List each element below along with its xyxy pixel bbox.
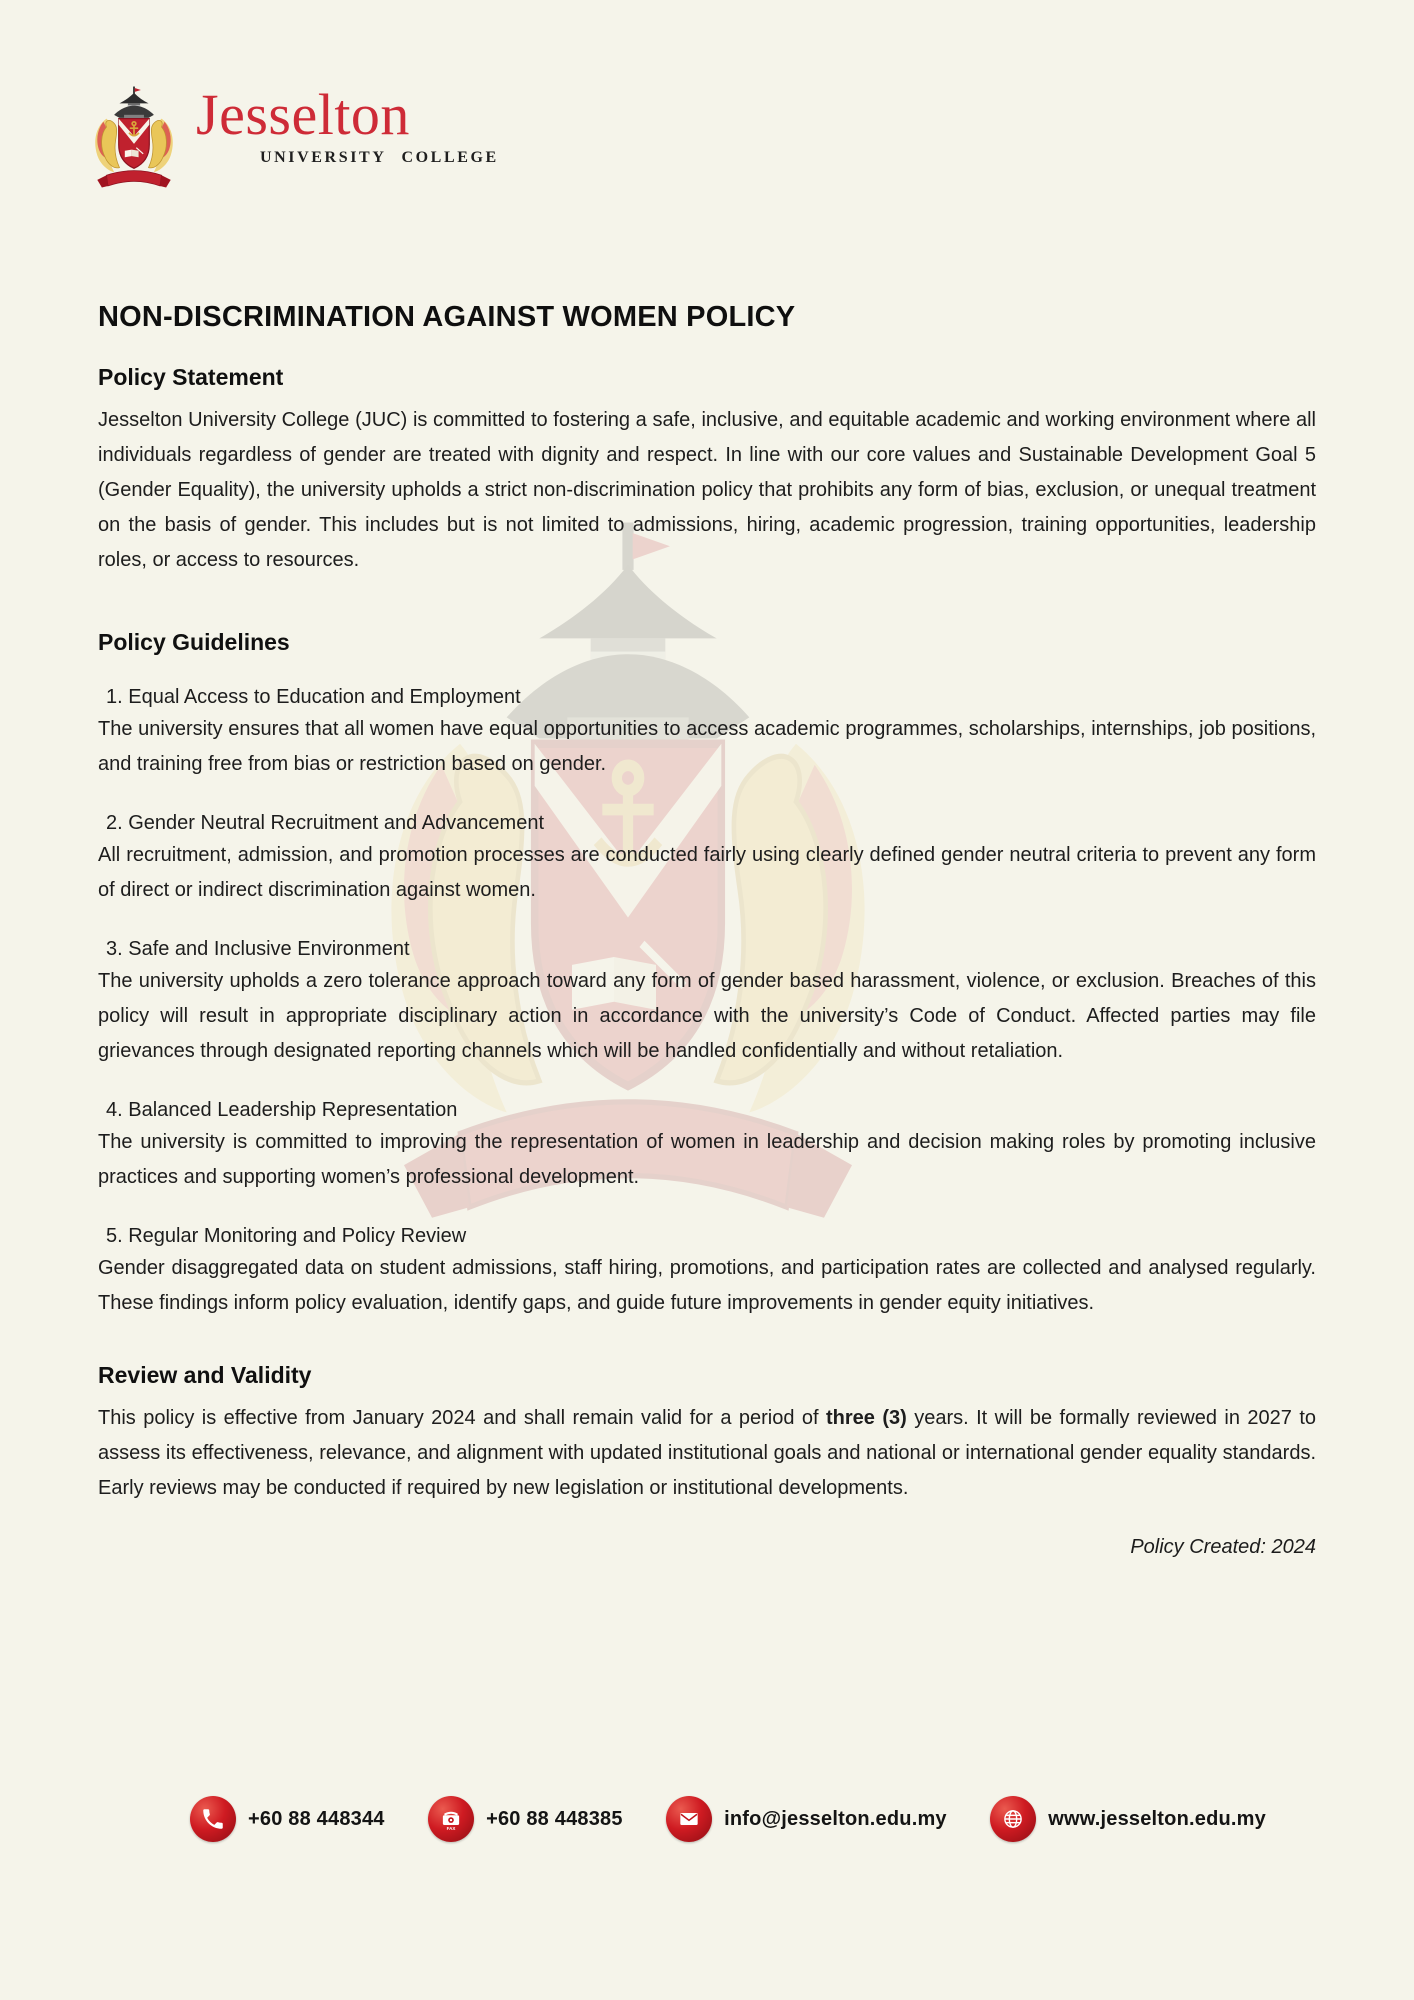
guideline-3-heading: 3. Safe and Inclusive Environment	[106, 938, 410, 960]
guideline-item-5	[98, 1221, 1316, 1321]
policy-guidelines-heading: Policy Guidelines	[98, 629, 290, 655]
guideline-4-heading: 4. Balanced Leadership Representation	[106, 1099, 458, 1121]
review-text-bold: three (3)	[826, 1407, 907, 1429]
review-validity-heading: Review and Validity	[98, 1362, 312, 1388]
guideline-5-heading: 5. Regular Monitoring and Policy Review	[106, 1225, 467, 1247]
phone-icon	[190, 1796, 236, 1842]
jesselton-crest-icon	[88, 85, 180, 189]
contact-footer	[190, 1796, 1266, 1842]
page-title: NON-DISCRIMINATION AGAINST WOMEN POLICY	[98, 301, 796, 333]
guideline-item-4	[98, 1095, 1316, 1195]
logo-subtitle: UNIVERSITY COLLEGE	[260, 148, 499, 166]
footer-website	[990, 1796, 1266, 1842]
review-text-before: This policy is effective from January 2024 and shall remain valid for a period of	[98, 1407, 827, 1429]
guideline-item-1	[98, 682, 1316, 782]
review-text-after: years. It will be formally reviewed in 2027 to assess its effectiveness, relevance, and alignment with updated institutional goals and national or international gender equality standards. Early reviews may be conducted if required by new legislation or institutional developments.	[98, 1407, 1317, 1499]
fax-number: +60 88 448385	[486, 1807, 623, 1830]
fax-badge-label: FAX	[446, 1825, 456, 1831]
phone-number: +60 88 448344	[248, 1807, 385, 1830]
guideline-1-text: The university ensures that all women have equal opportunities to access academic programmes, scholarships, internships, job positions, and training free from bias or restriction based on gender.	[98, 718, 1316, 775]
email-address: info@jesselton.edu.my	[724, 1807, 947, 1830]
guideline-item-3	[98, 934, 1316, 1069]
guideline-3-text: The university upholds a zero tolerance approach toward any form of gender based harassment, violence, or exclusion. Breaches of this policy will result in appropriate disciplinary action in accordance with the university’s Code of Conduct. Affected parties may file grievances through designated reporting channels which will be handled confidentially and without retaliation.	[98, 970, 1316, 1062]
footer-phone	[190, 1796, 385, 1842]
footer-email	[666, 1796, 947, 1842]
guideline-5-text: Gender disaggregated data on student admissions, staff hiring, promotions, and participation rates are collected and analysed regularly. These findings inform policy evaluation, identify gaps, and guide future improvements in gender equity initiatives.	[98, 1257, 1316, 1314]
globe-icon	[990, 1796, 1036, 1842]
university-logo	[88, 82, 1316, 189]
logo-text-block	[196, 82, 499, 167]
review-validity-text	[98, 1401, 1316, 1506]
logo-wordmark: Jesselton	[196, 82, 410, 147]
policy-statement-heading: Policy Statement	[98, 364, 284, 390]
fax-icon	[428, 1796, 474, 1842]
guideline-2-heading: 2. Gender Neutral Recruitment and Advancement	[106, 812, 545, 834]
guideline-2-text: All recruitment, admission, and promotion processes are conducted fairly using clearly defined gender neutral criteria to prevent any form of direct or indirect discrimination against women.	[98, 844, 1316, 901]
policy-created-note: Policy Created: 2024	[1130, 1536, 1316, 1558]
website-url: www.jesselton.edu.my	[1048, 1807, 1266, 1830]
guideline-item-2	[98, 808, 1316, 908]
guideline-1-heading: 1. Equal Access to Education and Employment	[106, 686, 521, 708]
policy-statement-text: Jesselton University College (JUC) is committed to fostering a safe, inclusive, and equitable academic and working environment where all individuals regardless of gender are treated with dignity and respect. In line with our core values and Sustainable Development Goal 5 (Gender Equality), the university upholds a strict non-discrimination policy that prohibits any form of bias, exclusion, or unequal treatment on the basis of gender. This includes but is not limited to admissions, hiring, academic progression, training opportunities, leadership roles, or access to resources.	[98, 409, 1316, 571]
guideline-4-text: The university is committed to improving the representation of women in leadership and decision making roles by promoting inclusive practices and supporting women’s professional development.	[98, 1131, 1316, 1188]
email-icon	[666, 1796, 712, 1842]
footer-fax	[428, 1796, 623, 1842]
